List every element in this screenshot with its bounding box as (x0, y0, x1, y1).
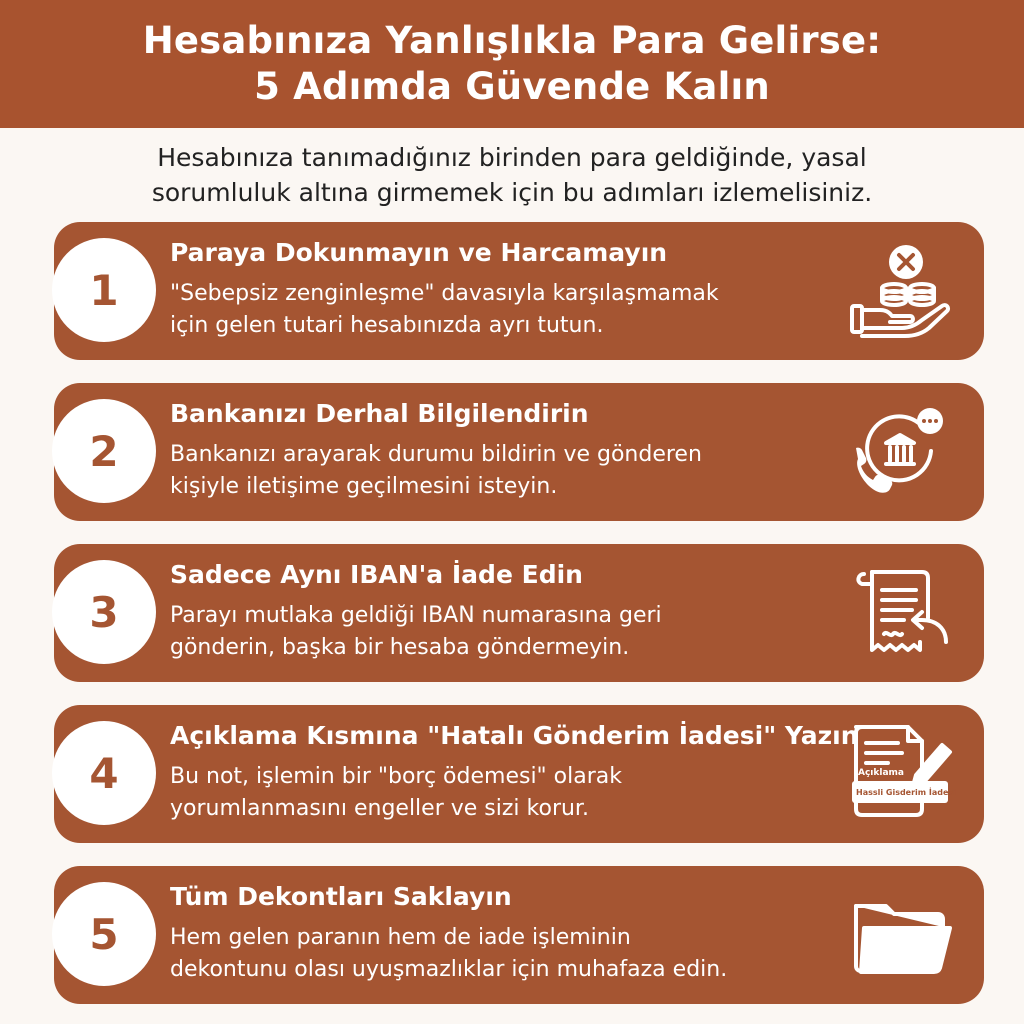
step-number-badge: 3 (52, 560, 156, 664)
step-description-line-1: Bu not, işlemin bir "borç ödemesi" olarak (170, 764, 622, 789)
step-description-line-2: kişiyle iletişime geçilmesini isteyin. (170, 474, 558, 499)
icon-label-text: Açıklama (858, 768, 904, 778)
step-title: Bankanızı Derhal Bilgilendirin (170, 399, 589, 428)
step-card-2 (54, 383, 984, 521)
step-description-line-2: gönderin, başka bir hesaba göndermeyin. (170, 635, 630, 660)
step-title: Açıklama Kısmına "Hatalı Gönderim İadesi" Yazın (170, 721, 859, 750)
step-number-badge: 2 (52, 399, 156, 503)
intro-line-2: sorumluluk altına girmemek için bu adımları izlemelisiniz. (151, 178, 873, 207)
receipt-return-icon (846, 562, 956, 664)
folder-icon (846, 884, 956, 986)
step-number-badge: 5 (52, 882, 156, 986)
step-description-line-2: dekontunu olası uyuşmazlıklar için muhafaza edin. (170, 957, 728, 982)
step-card-3 (54, 544, 984, 682)
intro-text (40, 140, 984, 210)
bank-phone-call-icon (846, 401, 956, 503)
step-number-badge: 4 (52, 721, 156, 825)
step-card-5 (54, 866, 984, 1004)
intro-line-1: Hesabınıza tanımadığınız birinden para geldiğinde, yasal (157, 143, 867, 172)
step-description (170, 922, 727, 986)
step-description-line-1: "Sebepsiz zenginleşme" davasıyla karşılaşmamak (170, 281, 719, 306)
step-title: Sadece Aynı IBAN'a İade Edin (170, 560, 583, 589)
header-banner (0, 0, 1024, 128)
step-card-4 (54, 705, 984, 843)
page-title-line-1: Hesabınıza Yanlışlıkla Para Gelirse: (142, 19, 882, 62)
step-number-badge: 1 (52, 238, 156, 342)
step-description-line-2: için gelen tutari hesabınızda ayrı tutun. (170, 313, 604, 338)
step-card-1 (54, 222, 984, 360)
step-title: Paraya Dokunmayın ve Harcamayın (170, 238, 668, 267)
step-description (170, 278, 719, 342)
step-description (170, 600, 662, 664)
icon-box-text: Hassli Gisderim İadesi (856, 788, 956, 797)
step-description-line-1: Hem gelen paranın hem de iade işleminin (170, 925, 631, 950)
step-description (170, 761, 622, 825)
step-description (170, 439, 702, 503)
step-description-line-1: Parayı mutlaka geldiği IBAN numarasına geri (170, 603, 662, 628)
document-pencil-icon (846, 719, 956, 821)
step-description-line-1: Bankanızı arayarak durumu bildirin ve gönderen (170, 442, 702, 467)
no-spending-hand-coins-icon (846, 240, 956, 342)
step-title: Tüm Dekontları Saklayın (170, 882, 512, 911)
page-title-line-2: 5 Adımda Güvende Kalın (254, 65, 770, 108)
step-description-line-2: yorumlanmasını engeller ve sizi korur. (170, 796, 589, 821)
